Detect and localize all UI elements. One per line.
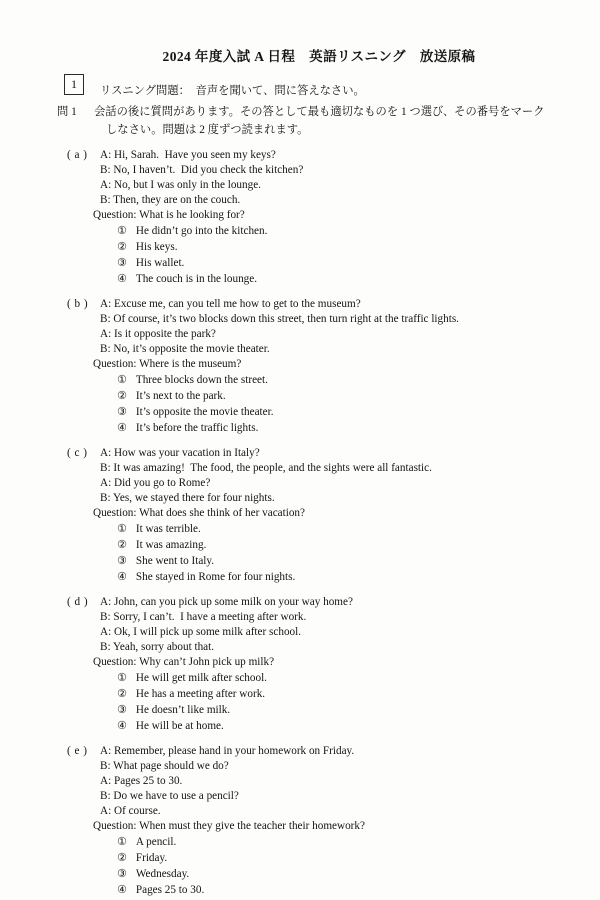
option-number: ③ [117, 256, 127, 269]
dialogue-line: B: Sorry, I can’t. I have a meeting after work. [100, 611, 307, 623]
dialogue-line: A: Of course. [100, 805, 161, 817]
listening-instruction: リスニング問題： 音声を聞いて、問に答えなさい。 [100, 85, 365, 97]
answer-option [100, 686, 600, 702]
option-number: ② [117, 538, 127, 551]
section-number-box: 1 [64, 74, 84, 95]
option-number: ④ [117, 719, 127, 732]
dialogue-line: B: Do we have to use a pencil? [100, 790, 239, 802]
dialogue-line: A: Remember, please hand in your homework on Friday. [100, 745, 355, 757]
option-number: ② [117, 389, 127, 402]
dialogue-line: B: It was amazing! The food, the people, and the sights were all fantastic. [100, 462, 432, 474]
question1-instruction-line1: 会話の後に質問があります。その答として最も適切なものを 1 つ選び、その番号をマーク [94, 106, 545, 118]
question1-instruction-line2: しなさい。問題は 2 度ずつ読まれます。 [106, 124, 309, 136]
dialogue-line: A: How was your vacation in Italy? [100, 447, 260, 459]
option-number: ② [117, 240, 127, 253]
dialogue-line: A: Ok, I will pick up some milk after school. [100, 626, 302, 638]
option-number: ① [117, 671, 127, 684]
dialogue-line: A: Pages 25 to 30. [100, 775, 183, 787]
dialogue-line: A: Did you go to Rome? [100, 477, 211, 489]
option-number: ① [117, 522, 127, 535]
option-text: It was amazing. [135, 539, 207, 551]
option-text: He will get milk after school. [135, 672, 267, 684]
option-number: ③ [117, 405, 127, 418]
option-number: ② [117, 851, 127, 864]
answer-option [100, 702, 600, 718]
option-text: She stayed in Rome for four nights. [135, 571, 296, 583]
answer-option [100, 850, 600, 866]
dialogue-line: A: Excuse me, can you tell me how to get to the museum? [100, 298, 361, 310]
option-text: He didn’t go into the kitchen. [135, 225, 268, 237]
option-text: His keys. [135, 241, 178, 253]
dialogue-line: A: No, but I was only in the lounge. [100, 179, 261, 191]
answer-option [100, 404, 600, 420]
answer-option [100, 255, 600, 271]
option-number: ④ [117, 570, 127, 583]
option-text: It’s opposite the movie theater. [135, 406, 274, 418]
problem-block-d [0, 595, 600, 734]
option-number: ③ [117, 703, 127, 716]
problem-label: ( c ) [67, 447, 88, 459]
answer-option [100, 223, 600, 239]
option-text: It was terrible. [135, 523, 201, 535]
option-text: Wednesday. [135, 868, 190, 880]
option-number: ④ [117, 272, 127, 285]
option-text: She went to Italy. [135, 555, 215, 567]
dialogue-line: B: Yeah, sorry about that. [100, 641, 215, 653]
option-text: His wallet. [135, 257, 185, 269]
option-number: ③ [117, 554, 127, 567]
problem-list [0, 148, 600, 898]
option-text: He has a meeting after work. [135, 688, 266, 700]
question-line: Question: Why can’t John pick up milk? [93, 656, 275, 668]
question1-instructions [57, 103, 600, 139]
page-title: 2024 年度入試 A 日程 英語リスニング 放送原稿 [162, 49, 476, 64]
option-number: ④ [117, 883, 127, 896]
option-number: ① [117, 835, 127, 848]
dialogue-line: A: Hi, Sarah. Have you seen my keys? [100, 149, 276, 161]
dialogue-line: B: No, I haven’t. Did you check the kitchen? [100, 164, 304, 176]
answer-option [100, 882, 600, 898]
option-number: ③ [117, 867, 127, 880]
dialogue-line: A: John, can you pick up some milk on your way home? [100, 596, 353, 608]
problem-label: ( e ) [67, 745, 88, 757]
option-number: ① [117, 373, 127, 386]
option-text: Three blocks down the street. [135, 374, 268, 386]
answer-option [100, 866, 600, 882]
dialogue-line: B: Of course, it’s two blocks down this street, then turn right at the traffic lights. [100, 313, 459, 325]
problem-block-c [0, 446, 600, 585]
answer-option [100, 372, 600, 388]
answer-option [100, 553, 600, 569]
option-text: It’s next to the park. [135, 390, 226, 402]
answer-option [100, 388, 600, 404]
answer-option [100, 271, 600, 287]
option-text: Friday. [135, 852, 168, 864]
problem-block-b [0, 297, 600, 436]
problem-block-e [0, 744, 600, 898]
answer-option [100, 521, 600, 537]
option-text: It’s before the traffic lights. [135, 422, 259, 434]
option-number: ④ [117, 421, 127, 434]
answer-option [100, 569, 600, 585]
option-text: He will be at home. [135, 720, 224, 732]
answer-option [100, 537, 600, 553]
answer-option [100, 670, 600, 686]
listening-section-header [64, 74, 600, 98]
question-line: Question: What does she think of her vacation? [93, 507, 305, 519]
dialogue-line: B: No, it’s opposite the movie theater. [100, 343, 270, 355]
option-text: The couch is in the lounge. [135, 273, 258, 285]
option-number: ① [117, 224, 127, 237]
question1-label: 問 1 [57, 106, 77, 118]
option-text: A pencil. [135, 836, 177, 848]
dialogue-line: B: What page should we do? [100, 760, 229, 772]
problem-label: ( d ) [67, 596, 89, 608]
dialogue-line: A: Is it opposite the park? [100, 328, 216, 340]
answer-option [100, 834, 600, 850]
answer-option [100, 239, 600, 255]
problem-label: ( b ) [67, 298, 89, 310]
option-text: He doesn’t like milk. [135, 704, 231, 716]
question-line: Question: What is he looking for? [93, 209, 245, 221]
answer-option [100, 420, 600, 436]
dialogue-line: B: Yes, we stayed there for four nights. [100, 492, 275, 504]
question-line: Question: Where is the museum? [93, 358, 242, 370]
question-line: Question: When must they give the teacher their homework? [93, 820, 365, 832]
option-text: Pages 25 to 30. [135, 884, 205, 896]
problem-label: ( a ) [67, 149, 88, 161]
dialogue-line: B: Then, they are on the couch. [100, 194, 241, 206]
option-number: ② [117, 687, 127, 700]
answer-option [100, 718, 600, 734]
problem-block-a [0, 148, 600, 287]
